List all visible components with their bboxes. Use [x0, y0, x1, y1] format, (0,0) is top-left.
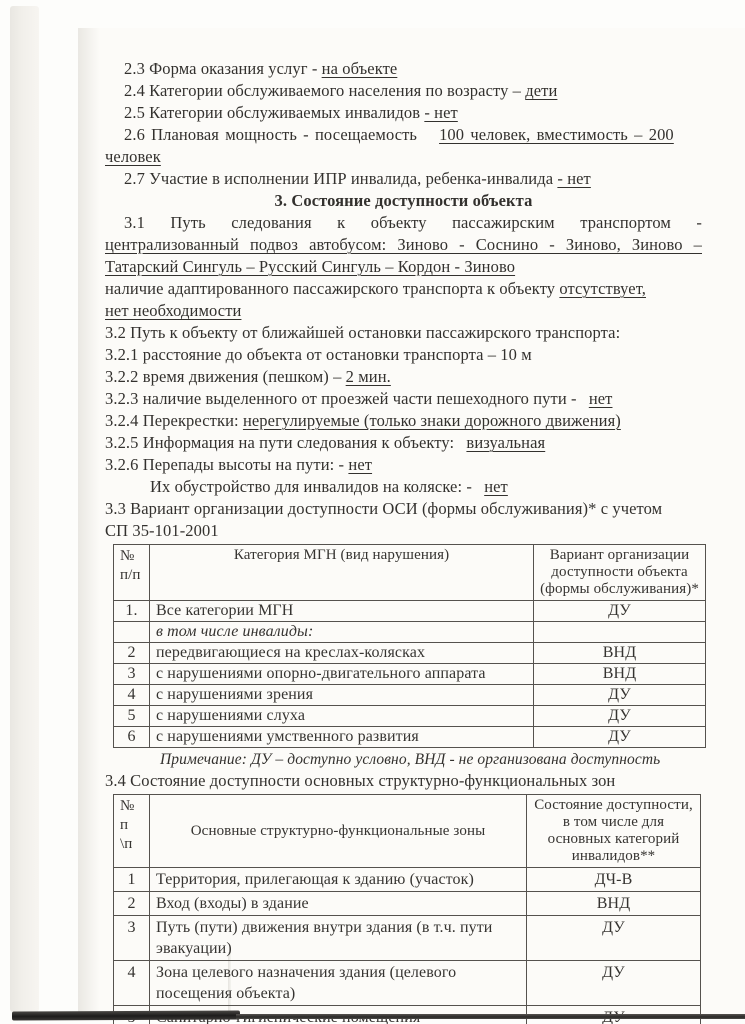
item-3-1-line4 [105, 278, 702, 300]
table-row [114, 868, 701, 892]
table-row [114, 706, 706, 727]
document-content [105, 58, 702, 1024]
item-2-6-value: 100 человек, вместимость – 200 [439, 125, 674, 144]
table-cell [534, 622, 706, 643]
item-3-2-6 [105, 454, 702, 476]
item-3-2-5 [105, 432, 702, 454]
table-cell: ДЧ-В [527, 868, 701, 892]
item-2-3 [105, 58, 702, 80]
item-3-1-transport-value: отсутствует, [559, 279, 646, 298]
item-3-2: 3.2 Путь к объекту от ближайшей остановки пассажирского транспорта: [105, 323, 621, 342]
table-cell: с нарушениями слуха [150, 706, 534, 727]
table-cell: с нарушениями умственного развития [150, 727, 534, 748]
table2-header-num: № п \п [114, 795, 150, 868]
item-3-2-6-sub-label: Их обустройство для инвалидов на коляске: - [150, 477, 477, 496]
underlying-page-edge [10, 6, 39, 1012]
item-3-2-6-label: 3.2.6 Перепады высоты на пути: - [105, 455, 349, 474]
scan-bottom-edge-left [12, 1011, 240, 1021]
table-header-row [114, 545, 706, 601]
table1-note: Примечание: ДУ – доступно условно, ВНД - не организована доступность [160, 751, 661, 768]
table-cell: ДУ [534, 706, 706, 727]
item-3-1-line2 [105, 234, 702, 256]
table-mgn-categories [113, 544, 706, 748]
item-2-3-value: на объекте [321, 59, 398, 78]
table-cell: ВНД [527, 892, 701, 916]
item-2-5-value: - нет [424, 103, 458, 122]
table-cell: в том числе инвалиды: [150, 622, 534, 643]
item-2-7-value: - нет [557, 169, 591, 188]
item-3-2-2 [105, 366, 702, 388]
item-3-2-1: 3.2.1 расстояние до объекта от остановки транспорта – 10 м [105, 345, 532, 364]
item-2-6-value2: человек [105, 147, 161, 166]
item-3-2-3 [105, 388, 702, 410]
table-cell: ДУ [534, 727, 706, 748]
table-cell: с нарушениями зрения [150, 685, 534, 706]
item-3-2-3-label: 3.2.3 наличие выделенного от проезжей части пешеходного пути - [105, 389, 581, 408]
item-3-1-route1: централизованный подвоз автобусом: Зиново - Соснино - Зиново, Зиново – [105, 235, 702, 254]
table-cell: ВНД [534, 664, 706, 685]
item-3-1-transport-value2: нет необходимости [105, 301, 242, 320]
item-2-7 [105, 168, 702, 190]
item-2-7-label: 2.7 Участие в исполнении ИПР инвалида, ребенка-инвалида [124, 169, 558, 188]
table-cell: Путь (пути) движения внутри здания (в т.ч. пути эвакуации) [150, 916, 527, 961]
item-2-4 [105, 80, 702, 102]
scan-bottom-edge-right [236, 1014, 745, 1019]
table-cell: с нарушениями опорно-двигательного аппарата [150, 664, 534, 685]
table-row [114, 727, 706, 748]
table-row [114, 961, 701, 1006]
item-2-4-value: дети [525, 81, 558, 100]
item-3-1-transport-label: наличие адаптированного пассажирского транспорта к объекту [105, 279, 560, 298]
item-3-2-6-sub [105, 476, 702, 498]
table-cell: 6 [114, 727, 150, 748]
table-cell: передвигающиеся на креслах-колясках [150, 643, 534, 664]
table-row [114, 892, 701, 916]
table-cell: 4 [114, 961, 150, 1006]
table-cell: 1. [114, 601, 150, 622]
table-row [114, 601, 706, 622]
table-cell: 2 [114, 643, 150, 664]
item-2-5 [105, 102, 702, 124]
item-3-2-5-value: визуальная [466, 433, 546, 452]
table-cell: ДУ [534, 601, 706, 622]
table-row [114, 916, 701, 961]
table-cell: Зона целевого назначения здания (целевого посещения объекта) [150, 961, 527, 1006]
table-cell: 5 [114, 706, 150, 727]
table-row [114, 664, 706, 685]
item-3-4: 3.4 Состояние доступности основных структурно-функциональных зон [105, 771, 616, 790]
item-2-4-label: 2.4 Категории обслуживаемого населения по возрасту – [124, 81, 526, 100]
table-cell: 4 [114, 685, 150, 706]
item-2-3-label: 2.3 Форма оказания услуг - [124, 59, 322, 78]
item-3-1-line1 [105, 212, 702, 234]
item-3-2-3-value: нет [588, 389, 613, 408]
table2-header-zones: Основные структурно-функциональные зоны [150, 795, 527, 868]
table1-header-variant: Вариант организации доступности объекта (формы обслуживания)* [534, 545, 706, 601]
table-row [114, 622, 706, 643]
table-header-row [114, 795, 701, 868]
item-3-1-route2: Татарский Сингуль – Русский Сингуль – Кордон - Зиново [105, 257, 516, 276]
item-3-2-2-label: 3.2.2 время движения (пешком) – [105, 367, 346, 386]
table-cell: ВНД [534, 643, 706, 664]
table-cell: ДУ [527, 961, 701, 1006]
table-cell: ДУ [534, 685, 706, 706]
table-cell: Вход (входы) в здание [150, 892, 527, 916]
table-row [114, 685, 706, 706]
table-zones-accessibility [113, 794, 701, 1024]
item-3-2-4-value: нерегулируемые (только знаки дорожного движения) [242, 411, 621, 430]
table2-header-state: Состояние доступности, в том числе для основных категорий инвалидов** [527, 795, 701, 868]
table1-header-num: № п/п [114, 545, 150, 601]
item-3-1-line3 [105, 256, 702, 278]
table-cell: Территория, прилегающая к зданию (участок) [150, 868, 527, 892]
item-3-1-line5 [105, 300, 702, 322]
item-3-2-4 [105, 410, 702, 432]
item-3-2-2-value: 2 мин. [345, 367, 391, 386]
table-cell: 1 [114, 868, 150, 892]
table-cell: ДУ [527, 916, 701, 961]
table-cell: Все категории МГН [150, 601, 534, 622]
item-3-3-line2: СП 35-101-2001 [105, 521, 219, 540]
item-2-6-label: 2.6 Плановая мощность - посещаемость [124, 125, 418, 144]
item-2-6 [105, 124, 702, 146]
item-3-2-6-sub-value: нет [484, 477, 508, 496]
table1-header-category: Категория МГН (вид нарушения) [150, 545, 534, 601]
item-2-6-continuation [105, 146, 702, 168]
item-3-2-5-label: 3.2.5 Информация на пути следования к объекту: [105, 433, 459, 452]
table-cell: 3 [114, 664, 150, 685]
item-3-2-6-value: нет [348, 455, 373, 474]
section-3-heading: 3. Состояние доступности объекта [274, 191, 533, 210]
table-cell: 2 [114, 892, 150, 916]
item-2-5-label: 2.5 Категории обслуживаемых инвалидов [124, 103, 425, 122]
table-row [114, 643, 706, 664]
item-3-2-4-label: 3.2.4 Перекрестки: [105, 411, 243, 430]
item-3-3-line1: 3.3 Вариант организации доступности ОСИ (формы обслуживания)* с учетом [105, 499, 663, 518]
item-3-1-text: 3.1 Путь следования к объекту пассажирским транспортом - [124, 213, 702, 232]
table-cell: 3 [114, 916, 150, 961]
table-cell [114, 622, 150, 643]
